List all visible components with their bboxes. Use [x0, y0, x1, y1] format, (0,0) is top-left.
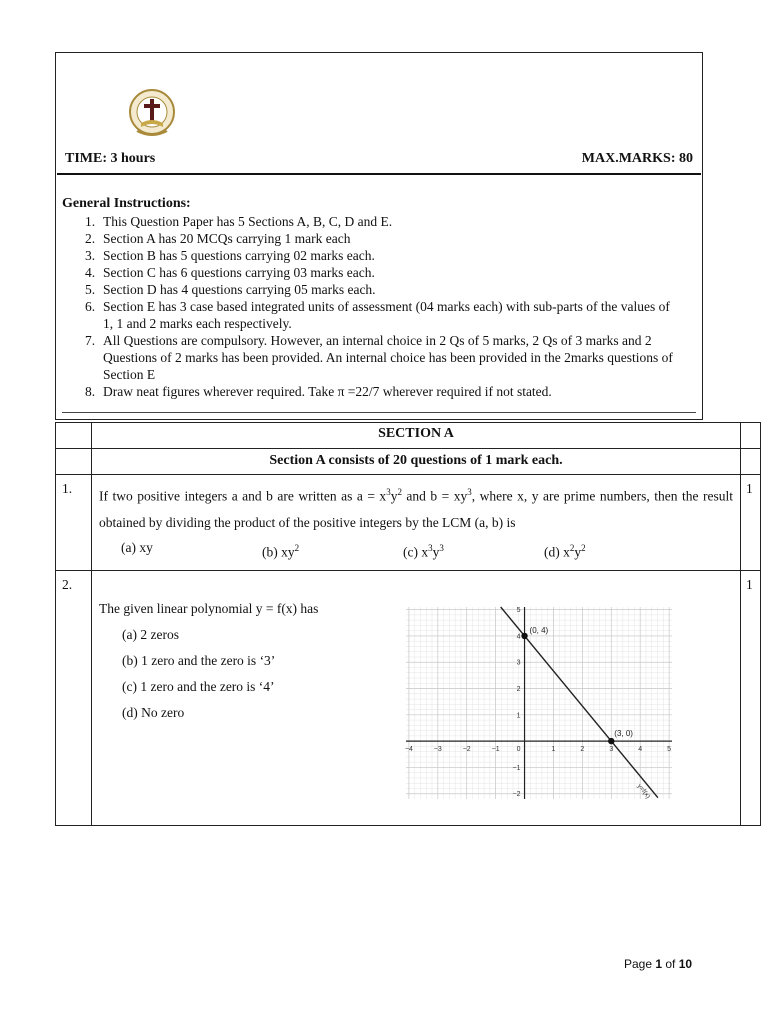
- question-row-2: [56, 571, 761, 826]
- y-tick-label: 5: [516, 607, 521, 615]
- x-tick-label: 1: [551, 746, 556, 754]
- question-number: 1.: [56, 475, 92, 571]
- option-a: (a) xy: [121, 539, 153, 555]
- instruction-item: 5. Section D has 4 questions carrying 05 marks each.: [85, 282, 376, 297]
- question-text: The given linear polynomial y = f(x) has (a) 2 zeros (b) 1 zero and the zero is ‘3’ (c) 1 zero and the zero is ‘4’ (d) No zero: [99, 596, 318, 726]
- option-a: (a) 2 zeros: [122, 627, 179, 642]
- x-tick-label: 3: [609, 746, 614, 754]
- y-tick-label: 2: [516, 686, 521, 694]
- instruction-item: 4. Section C has 6 questions carrying 03 marks each.: [85, 265, 375, 280]
- instructions-title: General Instructions:: [62, 196, 191, 211]
- x-tick-label: −4: [404, 746, 413, 754]
- y-tick-label: 3: [516, 659, 521, 667]
- answer-options: [99, 536, 733, 565]
- section-title: SECTION A: [92, 423, 741, 449]
- question-body: [92, 571, 741, 826]
- answer-options: [99, 622, 318, 726]
- option-d: (d) No zero: [122, 705, 185, 720]
- x-tick-label: 5: [667, 746, 672, 754]
- option-c: (c) 1 zero and the zero is ‘4’: [122, 679, 275, 694]
- instruction-item: 2. Section A has 20 MCQs carrying 1 mark each: [85, 231, 351, 246]
- y-tick-label: 1: [516, 712, 521, 720]
- x-tick-label: 2: [580, 746, 585, 754]
- y-tick-label: −1: [512, 764, 521, 772]
- instruction-item: 3. Section B has 5 questions carrying 02 marks each.: [85, 248, 375, 263]
- question-row-1: [56, 475, 761, 571]
- instruction-item: 8. Draw neat figures wherever required. Take π =22/7 wherever required if not stated.: [85, 384, 552, 399]
- question-marks: 1: [741, 475, 761, 571]
- linear-graph: [400, 601, 682, 809]
- instruction-item: 1. This Question Paper has 5 Sections A, B, C, D and E.: [85, 214, 393, 229]
- x-tick-label: 0: [516, 746, 521, 754]
- questions-table: [55, 422, 761, 826]
- y-tick-label: 4: [516, 633, 521, 641]
- data-point: [608, 738, 614, 744]
- y-tick-label: −2: [512, 791, 521, 799]
- point-label: (3, 0): [614, 729, 633, 739]
- school-crest-logo: [127, 87, 177, 139]
- instructions-divider: [62, 412, 696, 413]
- instruction-item: 6. Section E has 3 case based integrated units of assessment (04 marks each) with sub-parts of the values of 1, 1 and 2 marks each respectively.: [85, 299, 670, 331]
- section-subtitle: Section A consists of 20 questions of 1 mark each.: [92, 449, 741, 475]
- header-divider: [57, 173, 701, 175]
- data-point: [521, 633, 527, 639]
- option-d: (d) $x^2y^2$: [544, 542, 586, 559]
- line-label: y=f(x): [635, 782, 652, 801]
- question-number: 2.: [56, 571, 92, 826]
- page-number: Page 1 of 10: [624, 957, 693, 971]
- instructions-list: [85, 213, 675, 400]
- option-b: (b) $xy^2$: [262, 542, 300, 559]
- instruction-item: 7. All Questions are compulsory. However, an internal choice in 2 Qs of 5 marks, 2 Qs of 3 marks and 2 Questions of 2 marks has been provided. An internal choice has been provided in the 2marks questions of Section E: [85, 333, 673, 382]
- time-label: TIME: 3 hours: [65, 151, 156, 166]
- max-marks-label: MAX.MARKS: 80: [581, 151, 693, 166]
- question-text: If two positive integers a and b are written as $a = x^3y^2$ and $b = xy^3$, where x, y are prime numbers, then the result obtained by dividing the product of the positive integers by the LCM (a, b) is (a) xy (b) $xy^2$ (c) $x^3y^3$ (d) $x^2y^2$: [92, 475, 741, 571]
- header-frame: [55, 52, 703, 420]
- option-c: (c) $x^3y^3$: [403, 542, 444, 559]
- x-tick-label: −1: [491, 746, 500, 754]
- x-tick-label: −2: [462, 746, 471, 754]
- option-b: (b) 1 zero and the zero is ‘3’: [122, 653, 276, 668]
- x-tick-label: 4: [638, 746, 643, 754]
- point-label: (0, 4): [529, 625, 549, 635]
- x-tick-label: −3: [433, 746, 442, 754]
- question-marks: 1: [741, 571, 761, 826]
